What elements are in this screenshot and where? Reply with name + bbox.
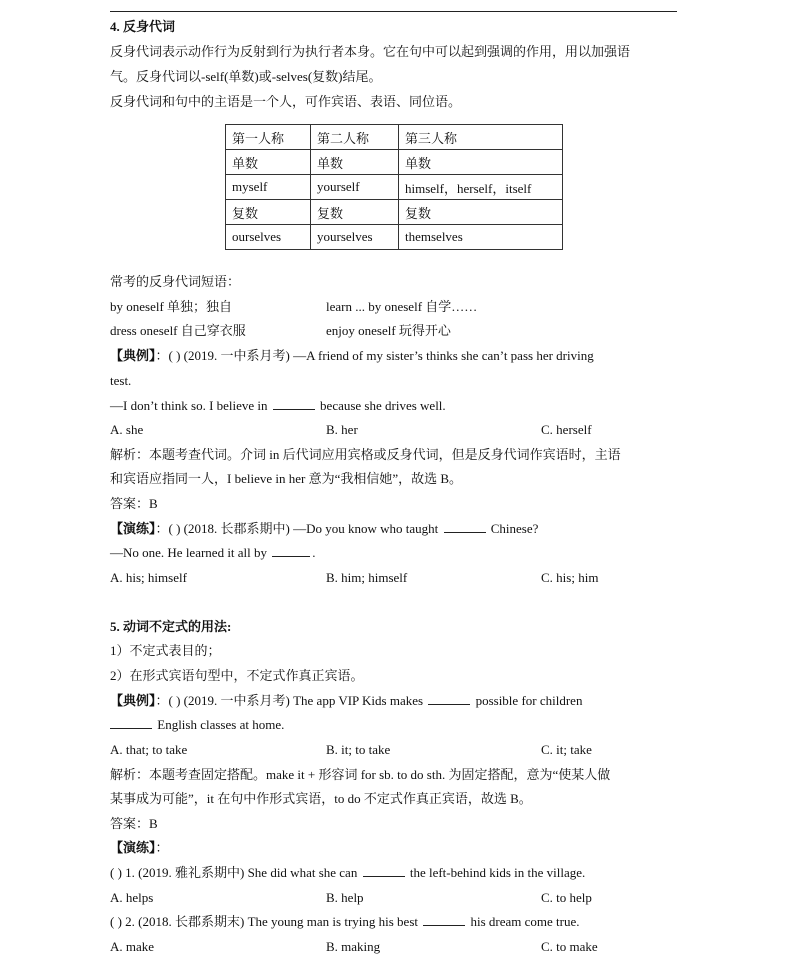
table-cell: myself	[226, 175, 311, 200]
table-cell: yourself	[311, 175, 399, 200]
reflexive-pronoun-table	[225, 124, 563, 250]
practice-label: 【演练】	[110, 840, 156, 855]
option-a: A. that; to take	[110, 742, 188, 757]
practice-text: ：( ) (2018. 长郡系期中) —Do you know who taught	[155, 521, 439, 536]
option-a: A. she	[110, 422, 144, 437]
table-row	[226, 225, 563, 250]
option-b: B. making	[326, 939, 381, 954]
table-cell: 第二人称	[311, 125, 399, 150]
phrase-right: learn ... by oneself 自学……	[326, 299, 478, 314]
table-row	[226, 150, 563, 175]
phrases-title: 常考的反身代词短语：	[110, 274, 241, 289]
section4-intro-line1: 反身代词表示动作行为反射到行为执行者本身。它在句中可以起到强调的作用，用以加强语	[110, 44, 631, 59]
example-label: 【典例】	[110, 348, 156, 363]
table-cell: himself，herself，itself	[399, 175, 563, 200]
table-cell: 第一人称	[226, 125, 311, 150]
practice-text: ( ) 2. (2018. 长郡系期末) The young man is trying his best	[110, 914, 418, 929]
example-question-line1	[110, 692, 582, 710]
table-cell: ourselves	[226, 225, 311, 250]
example-question-line2	[110, 716, 284, 734]
option-c: C. to make	[541, 939, 598, 954]
practice-text: ( ) 1. (2019. 雅礼系期中) She did what she can	[110, 865, 358, 880]
practice-question-2	[110, 913, 580, 931]
analysis-line2: 和宾语应指同一人，I believe in her 意为“我相信她”，故选 B。	[110, 471, 463, 486]
answer-blank	[110, 716, 152, 729]
option-b: B. it; to take	[326, 742, 391, 757]
top-rule	[110, 11, 677, 12]
answer-text: 答案：B	[110, 816, 158, 831]
analysis-line2: 某事成为可能”，it 在句中作形式宾语，to do 不定式作真正宾语，故选 B。	[110, 791, 532, 806]
option-a: A. make	[110, 939, 155, 954]
analysis-line1: 解析：本题考查代词。介词 in 后代词应用宾格或反身代词，但是反身代词作宾语时，主语	[110, 447, 621, 462]
example-question-line3	[110, 397, 446, 415]
table-cell: themselves	[399, 225, 563, 250]
example-question-line1	[110, 347, 594, 365]
table-cell: 复数	[399, 200, 563, 225]
section5-point1: 1）不定式表目的；	[110, 643, 221, 658]
section4-intro-line3: 反身代词和句中的主语是一个人，可作宾语、表语、同位语。	[110, 94, 462, 109]
analysis-line1: 解析：本题考查固定搭配。make it + 形容词 for sb. to do sth. 为固定搭配，意为“使某人做	[110, 767, 611, 782]
practice-label: 【演练】	[110, 521, 156, 536]
answer-blank	[444, 520, 486, 533]
example-text: because she drives well.	[320, 398, 446, 413]
option-c: C. his; him	[541, 570, 599, 585]
example-text: —I don’t think so. I believe in	[110, 398, 268, 413]
table-row	[226, 175, 563, 200]
section5-heading: 5. 动词不定式的用法:	[110, 619, 232, 634]
practice-text: ：	[155, 840, 169, 855]
section4-intro-line2: 气。反身代词以-self(单数)或-selves(复数)结尾。	[110, 69, 382, 84]
option-b: B. her	[326, 422, 358, 437]
table-cell: 单数	[399, 150, 563, 175]
phrase-left: dress oneself 自己穿衣服	[110, 323, 246, 338]
table-row	[226, 125, 563, 150]
table-cell: 第三人称	[399, 125, 563, 150]
example-label: 【典例】	[110, 693, 156, 708]
option-c: C. it; take	[541, 742, 592, 757]
practice-text: Chinese?	[490, 521, 539, 536]
answer-text: 答案：B	[110, 496, 158, 511]
answer-blank	[428, 692, 470, 705]
example-question-line2: test.	[110, 373, 132, 388]
practice-text: .	[312, 545, 316, 560]
table-cell: 单数	[226, 150, 311, 175]
answer-blank	[423, 913, 465, 926]
table-cell: yourselves	[311, 225, 399, 250]
practice-question-line2	[110, 544, 316, 562]
option-c: C. herself	[541, 422, 592, 437]
table-row	[226, 200, 563, 225]
example-text: English classes at home.	[157, 717, 285, 732]
table-cell: 单数	[311, 150, 399, 175]
practice-text: —No one. He learned it all by	[110, 545, 268, 560]
practice-text: the left-behind kids in the village.	[409, 865, 586, 880]
answer-blank	[273, 397, 315, 410]
option-a: A. helps	[110, 890, 154, 905]
phrase-right: enjoy oneself 玩得开心	[326, 323, 451, 338]
answer-blank	[272, 544, 310, 557]
option-a: A. his; himself	[110, 570, 187, 585]
table-cell: 复数	[226, 200, 311, 225]
answer-blank	[363, 864, 405, 877]
option-b: B. him; himself	[326, 570, 408, 585]
practice-question-line1	[110, 520, 538, 538]
practice-heading	[110, 839, 169, 857]
phrase-left: by oneself 单独；独自	[110, 299, 233, 314]
example-text: ：( ) (2019. 一中系月考) The app VIP Kids makes	[155, 693, 424, 708]
table-cell: 复数	[311, 200, 399, 225]
practice-question-1	[110, 864, 585, 882]
example-text: possible for children	[475, 693, 583, 708]
option-c: C. to help	[541, 890, 592, 905]
section5-point2: 2）在形式宾语句型中，不定式作真正宾语。	[110, 668, 364, 683]
example-question-text: ：( ) (2019. 一中系月考) —A friend of my sister’s thinks she can’t pass her driving	[155, 348, 594, 363]
practice-text: his dream come true.	[470, 914, 580, 929]
option-b: B. help	[326, 890, 364, 905]
section4-heading: 4. 反身代词	[110, 19, 176, 34]
